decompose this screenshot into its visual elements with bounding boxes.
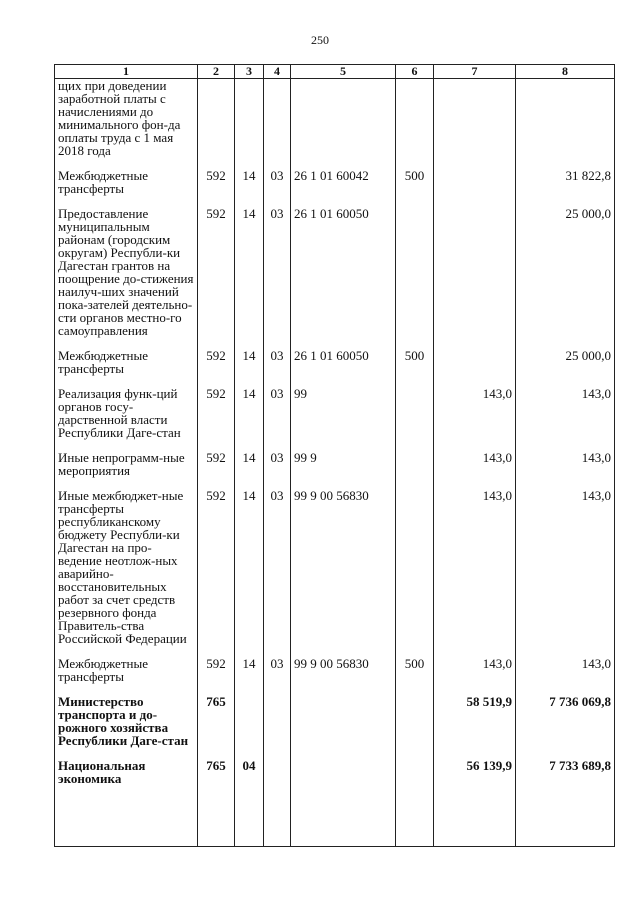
target-article-cell: 99 9 — [291, 451, 396, 489]
expense-type-cell — [396, 79, 434, 170]
expense-type-cell — [396, 207, 434, 349]
row-name-cell: Предоставление муниципальным районам (городским округам) Республи-ки Дагестан грантов на поощрение до-стижения наилуч-ших значений пока-зателей деятельно-сти органов местно-го самоуправления — [55, 207, 198, 349]
section-code-cell: 14 — [235, 387, 264, 451]
amount-col8-cell: 143,0 — [516, 657, 615, 695]
amount-col7-cell — [434, 169, 516, 207]
row-name-cell: Иные непрограмм-ные мероприятия — [55, 451, 198, 489]
header-cell: 2 — [198, 65, 235, 79]
expense-type-cell: 500 — [396, 169, 434, 207]
row-name-cell: Межбюджетные трансферты — [55, 349, 198, 387]
ved-code-cell: 592 — [198, 451, 235, 489]
target-article-cell — [291, 79, 396, 170]
expense-type-cell — [396, 489, 434, 657]
ved-code-cell: 592 — [198, 489, 235, 657]
section-code-cell: 14 — [235, 489, 264, 657]
row-name-cell: Национальная экономика — [55, 759, 198, 847]
amount-col8-cell: 25 000,0 — [516, 207, 615, 349]
amount-col7-cell — [434, 79, 516, 170]
subsection-code-cell — [264, 79, 291, 170]
subsection-code-cell: 03 — [264, 387, 291, 451]
amount-col8-cell: 143,0 — [516, 489, 615, 657]
amount-col7-cell: 56 139,9 — [434, 759, 516, 847]
target-article-cell: 26 1 01 60050 — [291, 349, 396, 387]
target-article-cell: 99 — [291, 387, 396, 451]
subsection-code-cell: 03 — [264, 451, 291, 489]
row-name-cell: Иные межбюджет-ные трансферты республиканскому бюджету Республи-ки Дагестан на про-ведение неотлож-ных аварийно-восстановительных работ за счет средств резервного фонда Правитель-ства Российской Федерации — [55, 489, 198, 657]
table-row — [55, 169, 615, 207]
amount-col8-cell — [516, 79, 615, 170]
subsection-code-cell: 03 — [264, 657, 291, 695]
header-row — [55, 65, 615, 79]
header-cell: 4 — [264, 65, 291, 79]
target-article-cell — [291, 759, 396, 847]
subsection-code-cell: 03 — [264, 489, 291, 657]
expense-type-cell — [396, 759, 434, 847]
section-code-cell: 14 — [235, 207, 264, 349]
subsection-code-cell — [264, 759, 291, 847]
target-article-cell: 99 9 00 56830 — [291, 489, 396, 657]
header-cell: 3 — [235, 65, 264, 79]
ved-code-cell: 592 — [198, 657, 235, 695]
row-name-cell: Межбюджетные трансферты — [55, 169, 198, 207]
header-cell: 7 — [434, 65, 516, 79]
table-row — [55, 207, 615, 349]
ved-code-cell: 592 — [198, 349, 235, 387]
subsection-code-cell — [264, 695, 291, 759]
expense-type-cell — [396, 387, 434, 451]
ved-code-cell — [198, 79, 235, 170]
amount-col7-cell: 143,0 — [434, 657, 516, 695]
target-article-cell — [291, 695, 396, 759]
amount-col7-cell: 143,0 — [434, 489, 516, 657]
ved-code-cell: 592 — [198, 169, 235, 207]
subsection-code-cell: 03 — [264, 207, 291, 349]
amount-col7-cell: 143,0 — [434, 387, 516, 451]
amount-col7-cell: 143,0 — [434, 451, 516, 489]
page-number: 250 — [311, 33, 329, 47]
header-cell: 5 — [291, 65, 396, 79]
section-code-cell: 14 — [235, 349, 264, 387]
expense-type-cell — [396, 451, 434, 489]
table-row — [55, 349, 615, 387]
table-row — [55, 451, 615, 489]
amount-col8-cell: 143,0 — [516, 387, 615, 451]
subsection-code-cell: 03 — [264, 349, 291, 387]
table-row — [55, 489, 615, 657]
row-name-cell: щих при доведении заработной платы с начислениями до минимального фон-да оплаты труда с 1 мая 2018 года — [55, 79, 198, 170]
row-name-cell: Межбюджетные трансферты — [55, 657, 198, 695]
table-row — [55, 387, 615, 451]
header-cell: 1 — [55, 65, 198, 79]
target-article-cell: 26 1 01 60050 — [291, 207, 396, 349]
table-row — [55, 759, 615, 847]
target-article-cell: 26 1 01 60042 — [291, 169, 396, 207]
target-article-cell: 99 9 00 56830 — [291, 657, 396, 695]
table-row — [55, 79, 615, 170]
expense-type-cell: 500 — [396, 657, 434, 695]
amount-col8-cell: 7 736 069,8 — [516, 695, 615, 759]
section-code-cell: 14 — [235, 169, 264, 207]
amount-col8-cell: 31 822,8 — [516, 169, 615, 207]
expense-type-cell — [396, 695, 434, 759]
section-code-cell — [235, 79, 264, 170]
ved-code-cell: 592 — [198, 207, 235, 349]
amount-col7-cell — [434, 207, 516, 349]
row-name-cell: Реализация функ-ций органов госу-дарственной власти Республики Даге-стан — [55, 387, 198, 451]
amount-col7-cell — [434, 349, 516, 387]
section-code-cell: 14 — [235, 657, 264, 695]
amount-col8-cell: 25 000,0 — [516, 349, 615, 387]
section-code-cell: 14 — [235, 451, 264, 489]
table-row — [55, 657, 615, 695]
amount-col7-cell: 58 519,9 — [434, 695, 516, 759]
amount-col8-cell: 7 733 689,8 — [516, 759, 615, 847]
budget-table — [54, 64, 615, 847]
ved-code-cell: 592 — [198, 387, 235, 451]
header-cell: 8 — [516, 65, 615, 79]
amount-col8-cell: 143,0 — [516, 451, 615, 489]
section-code-cell — [235, 695, 264, 759]
subsection-code-cell: 03 — [264, 169, 291, 207]
ved-code-cell: 765 — [198, 695, 235, 759]
ved-code-cell: 765 — [198, 759, 235, 847]
section-code-cell: 04 — [235, 759, 264, 847]
header-cell: 6 — [396, 65, 434, 79]
row-name-cell: Министерство транспорта и до-рожного хозяйства Республики Даге-стан — [55, 695, 198, 759]
table-row — [55, 695, 615, 759]
expense-type-cell: 500 — [396, 349, 434, 387]
